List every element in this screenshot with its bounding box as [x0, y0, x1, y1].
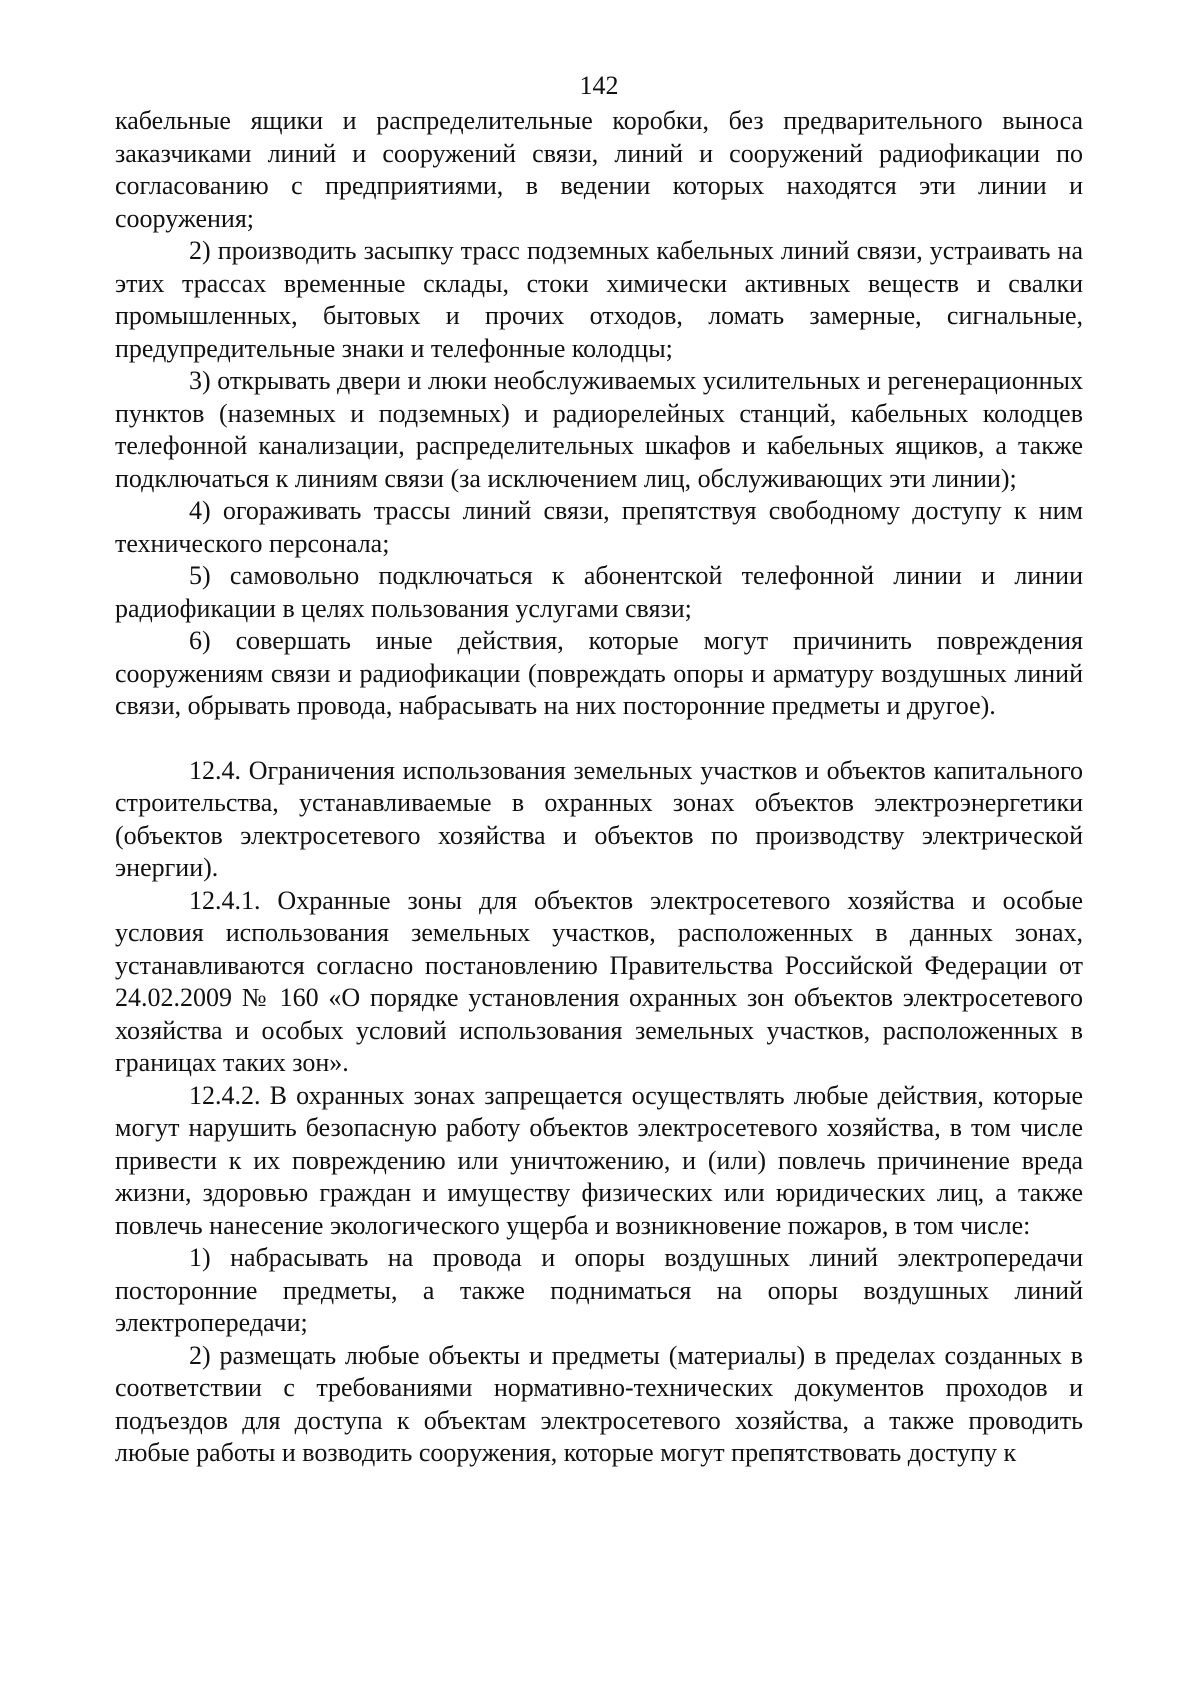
page-number: 142	[579, 71, 619, 100]
list-item-4: 4) огораживать трассы линий связи, препятствуя свободному доступу к ним технического персонала;	[115, 496, 1083, 558]
section-12-4-2: 12.4.2. В охранных зонах запрещается осуществлять любые действия, которые могут нарушить безопасную работу объектов электросетевого хозяйства, в том числе привести к их повреждению или уничтожению, и (или) повлечь причинение вреда жизни, здоровью граждан и имуществу физических или юридических лиц, а также повлечь нанесение экологического ущерба и возникновение пожаров, в том числе:	[115, 1080, 1083, 1240]
section-12-4: 12.4. Ограничения использования земельных участков и объектов капитального строительства, устанавливаемые в охранных зонах объектов электроэнергетики (объектов электросетевого хозяйства и объектов по производству электрической энергии).	[115, 755, 1083, 882]
list-item-2: 2) производить засыпку трасс подземных кабельных линий связи, устраивать на этих трассах временные склады, стоки химически активных веществ и свалки промышленных, бытовых и прочих отходов, ломать замерные, сигнальные, предупредительные знаки и телефонные колодцы;	[115, 236, 1083, 363]
section-gap	[115, 723, 1083, 755]
list-item-5: 5) самовольно подключаться к абонентской телефонной линии и линии радиофикации в целях пользования услугами связи;	[115, 561, 1083, 623]
list-item-2-b: 2) размещать любые объекты и предметы (материалы) в пределах созданных в соответствии с требованиями нормативно-технических документов проходов и подъездов для доступа к объектам электросетевого хозяйства, а также проводить любые работы и возводить сооружения, которые могут препятствовать доступу к	[115, 1340, 1083, 1467]
list-item-3: 3) открывать двери и люки необслуживаемых усилительных и регенерационных пунктов (наземных и подземных) и радиорелейных станций, кабельных колодцев телефонной канализации, распределительных шкафов и кабельных ящиков, а также подключаться к линиям связи (за исключением лиц, обслуживающих эти линии);	[115, 366, 1083, 493]
section-12-4-1: 12.4.1. Охранные зоны для объектов электросетевого хозяйства и особые условия использования земельных участков, расположенных в данных зонах, устанавливаются согласно постановлению Правительства Российской Федерации от 24.02.2009 № 160 «О порядке установления охранных зон объектов электросетевого хозяйства и особых условий использования земельных участков, расположенных в границах таких зон».	[115, 885, 1083, 1077]
list-item-6: 6) совершать иные действия, которые могут причинить повреждения сооружениям связи и радиофикации (повреждать опоры и арматуру воздушных линий связи, обрывать провода, набрасывать на них посторонние предметы и другое).	[115, 626, 1083, 720]
list-item-1: 1) набрасывать на провода и опоры воздушных линий электропередачи посторонние предметы, а также подниматься на опоры воздушных линий электропередачи;	[115, 1243, 1083, 1337]
document-page	[115, 70, 1083, 1470]
paragraph-continuation: кабельные ящики и распределительные коробки, без предварительного выноса заказчиками линий и сооружений связи, линий и сооружений радиофикации по согласованию с предприятиями, в ведении которых находятся эти линии и сооружения;	[115, 106, 1083, 233]
